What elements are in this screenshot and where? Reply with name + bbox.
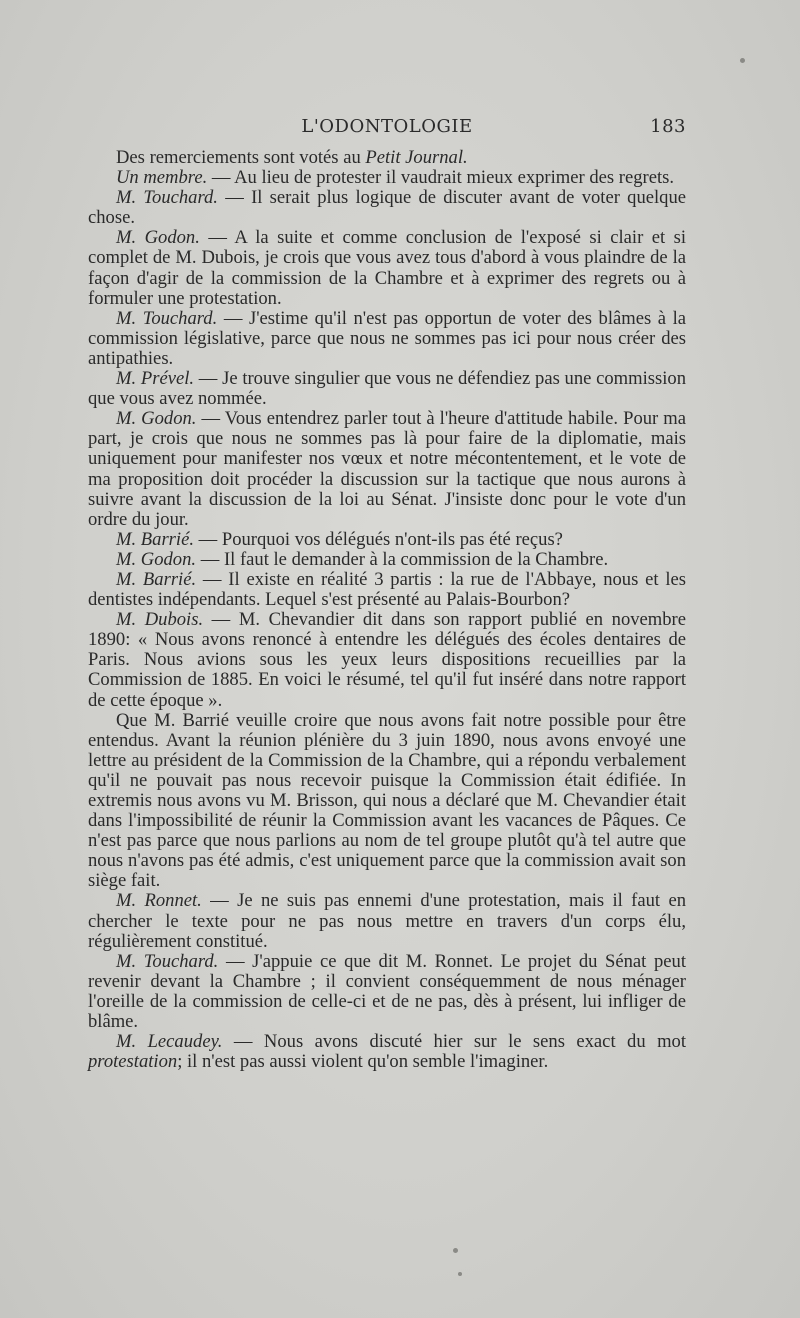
paragraph: M. Godon. — Il faut le demander à la commission de la Chambre. bbox=[116, 548, 609, 570]
speaker-name: M. Touchard. bbox=[116, 307, 218, 329]
speaker-name: Un membre. bbox=[116, 167, 208, 189]
paragraph: M. Touchard. — J'estime qu'il n'est pas opportun de voter des blâmes à la commission législative, parce que nous ne sommes pas ici pour nous créer des antipathies. bbox=[88, 307, 686, 369]
speaker-name: M. Godon. bbox=[116, 408, 197, 430]
paragraph: M. Dubois. — M. Chevandier dit dans son rapport publié en novembre 1890: « Nous avons renoncé à entendre les délégués des écoles dentaires de Paris. Nous avions sous les yeux leurs dispositions recueillies par la Commission de 1885. En voici le résumé, tel qu'il fut inséré dans notre rapport de cette époque ». bbox=[88, 609, 686, 711]
body-text bbox=[88, 148, 686, 1072]
paper-speck bbox=[453, 1248, 458, 1253]
paragraph: M. Prével. — Je trouve singulier que vous ne défendiez pas une commission que vous avez nommée. bbox=[88, 368, 687, 410]
speaker-name: M. Barrié. bbox=[116, 568, 197, 590]
speaker-name: M. Ronnet. bbox=[116, 890, 202, 912]
running-header bbox=[88, 116, 686, 140]
paragraph: M. Lecaudey. — Nous avons discuté hier sur le sens exact du mot protestation; il n'est pas aussi violent qu'on semble l'imaginer. bbox=[88, 1031, 687, 1073]
page-number: 183 bbox=[650, 116, 686, 137]
paragraph: Des remerciements sont votés au Petit Journal. bbox=[116, 147, 468, 168]
speaker-name: M. Lecaudey. bbox=[116, 1031, 223, 1053]
speaker-name: M. Barrié. bbox=[116, 528, 194, 550]
paper-speck bbox=[458, 1272, 462, 1276]
speaker-name: M. Dubois. bbox=[116, 609, 204, 631]
paragraph: M. Touchard. — Il serait plus logique de discuter avant de voter quelque chose. bbox=[88, 187, 687, 229]
paragraph: M. Touchard. — J'appuie ce que dit M. Ronnet. Le projet du Sénat peut revenir devant la Chambre ; il convient conséquemment de nous ménager l'oreille de la commission de celle-ci et de ne pas, dès à présent, lui infliger de blâme. bbox=[88, 950, 686, 1033]
paragraph: M. Ronnet. — Je ne suis pas ennemi d'une protestation, mais il faut en chercher le texte pour ne pas nous mettre en travers d'un corps élu, régulièrement constitué. bbox=[88, 890, 686, 952]
paragraph: M. Barrié. — Il existe en réalité 3 partis : la rue de l'Abbaye, nous et les dentistes indépendants. Lequel s'est présenté au Palais-Bourbon? bbox=[88, 568, 686, 611]
speaker-name: M. Godon. bbox=[116, 227, 200, 249]
speaker-name: M. Touchard. bbox=[116, 187, 218, 209]
paragraph: M. Godon. — Vous entendrez parler tout à l'heure d'attitude habile. Pour ma part, je crois que nous ne sommes pas là pour faire de la diplomatie, mais uniquement pour manifester nos vœux et notre mécontentement, et le vote de ma proposition doit procéder la discussion sur la tactique que nous aurons à suivre avant la discussion de la loi au Sénat. J'insiste donc pour le vote d'un ordre du jour. bbox=[88, 408, 686, 530]
paper-speck bbox=[740, 58, 745, 63]
speaker-name: M. Prével. bbox=[116, 368, 195, 390]
paragraph: Que M. Barrié veuille croire que nous avons fait notre possible pour être entendus. Avant la réunion plénière du 3 juin 1890, nous avons envoyé une lettre au président de la Commission de la Chambre, qui a répondu verbalement qu'il ne pouvait pas nous recevoir puisque la Commission était édifiée. In extremis nous avons vu M. Brisson, qui nous a déclaré que M. Chevandier était dans l'impossibilité de réunir la Commission avant les vacances de Pâques. Ce n'est pas parce que nous parlions au nom de tel groupe plutôt qu'à tel autre que nous n'avons pas été admis, c'est uniquement parce que la commission avait son siège fait. bbox=[88, 709, 686, 892]
paragraph: M. Godon. — A la suite et comme conclusion de l'exposé si clair et si complet de M. Dubois, je crois que vous avez tous d'abord à vous plaindre de la façon d'agir de la commission de la Chambre et à exprimer des regrets ou à formuler une protestation. bbox=[88, 227, 686, 309]
speaker-name: M. Touchard. bbox=[116, 950, 219, 972]
paragraph: Un membre. — Au lieu de protester il vaudrait mieux exprimer des regrets. bbox=[116, 167, 675, 189]
journal-title: L'ODONTOLOGIE bbox=[301, 116, 473, 137]
paragraph: M. Barrié. — Pourquoi vos délégués n'ont-ils pas été reçus? bbox=[116, 528, 563, 550]
speaker-name: M. Godon. bbox=[116, 548, 197, 570]
